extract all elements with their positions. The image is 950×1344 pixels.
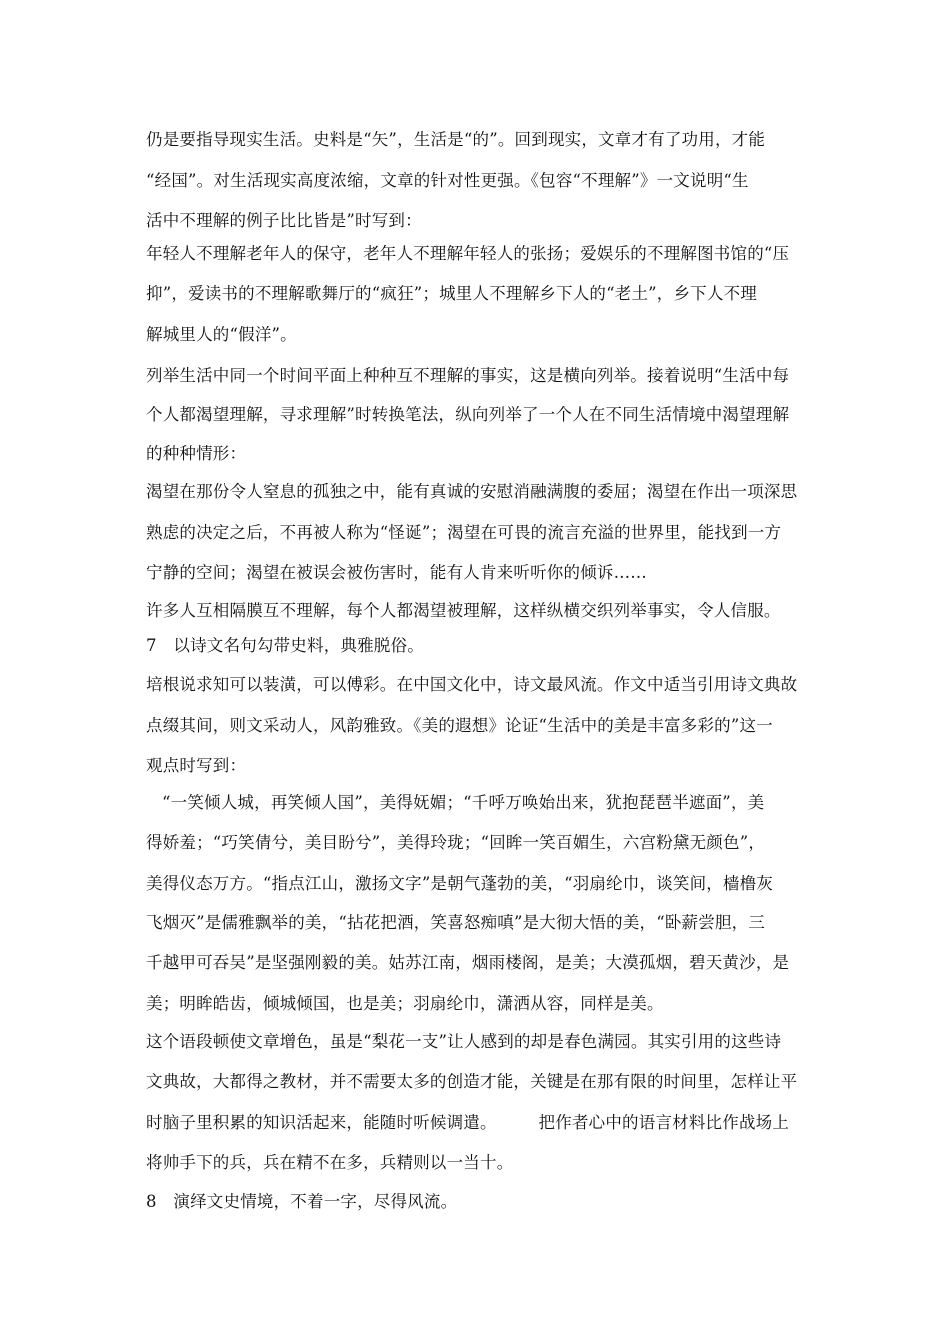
section-heading: 8 演绎文史情境，不着一字，尽得风流。 bbox=[146, 1192, 458, 1211]
quote-line: 得娇羞；“巧笑倩兮，美目盼兮”，美得玲珑；“回眸一笑百媚生，六宫粉黛无颜色”， bbox=[146, 833, 766, 852]
paragraph-line: 点缀其间，则文采动人，风韵雅致。《美的遐想》论证“生活中的美是丰富多彩的”这一 bbox=[146, 716, 773, 735]
paragraph-line: 许多人互相隔膜互不理解，每个人都渴望被理解，这样纵横交织列举事实，令人信服。 bbox=[146, 601, 781, 620]
paragraph-line: 观点时写到： bbox=[146, 756, 247, 775]
paragraph-line: 时脑子里积累的知识活起来，能随时听候调遣。 把作者心中的语言材料比作战场上 bbox=[146, 1113, 790, 1132]
quote-line: 千越甲可吞吴”是坚强刚毅的美。姑苏江南，烟雨楼阁，是美；大漠孤烟，碧天黄沙，是 bbox=[146, 953, 790, 972]
paragraph-line: 这个语段顿使文章增色，虽是“梨花一支”让人感到的却是春色满园。其实引用的这些诗 bbox=[146, 1032, 782, 1051]
paragraph-line: 宁静的空间；渴望在被误会被伤害时，能有人肯来听听你的倾诉…… bbox=[146, 563, 647, 582]
paragraph-line: 的种种情形： bbox=[146, 444, 247, 463]
quote-line: “一笑倾人城，再笑倾人国”，美得妩媚；“千呼万唤始出来，犹抱琵琶半遮面”，美 bbox=[162, 793, 765, 812]
paragraph-line: 仍是要指导现实生活。史料是“矢”，生活是“的”。回到现实，文章才有了功用，才能 bbox=[146, 130, 766, 149]
quote-line: 美得仪态万方。“指点江山，激扬文字”是朝气蓬勃的美，“羽扇纶巾，谈笑间，樯橹灰 bbox=[146, 874, 774, 893]
paragraph-line: 解城里人的“假洋”。 bbox=[146, 325, 297, 344]
paragraph-line: 活中不理解的例子比比皆是”时写到： bbox=[146, 211, 422, 230]
paragraph-line: 将帅手下的兵，兵在精不在多，兵精则以一当十。 bbox=[146, 1153, 514, 1172]
quote-line: 美；明眸皓齿，倾城倾国，也是美；羽扇纶巾，潇洒从容，同样是美。 bbox=[146, 994, 664, 1013]
paragraph-line: 培根说求知可以装潢，可以傅彩。在中国文化中，诗文最风流。作文中适当引用诗文典故 bbox=[146, 675, 798, 694]
paragraph-line: 个人都渴望理解，寻求理解”时转换笔法，纵向列举了一个人在不同生活情境中渴望理解 bbox=[146, 405, 790, 424]
paragraph-line: 抑”，爱读书的不理解歌舞厅的“疯狂”；城里人不理解乡下人的“老土”，乡下人不理 bbox=[146, 284, 757, 303]
paragraph-line: 列举生活中同一个时间平面上种种互不理解的事实，这是横向列举。接着说明“生活中每 bbox=[146, 366, 790, 385]
section-heading: 7 以诗文名句勾带史料，典雅脱俗。 bbox=[146, 636, 424, 655]
quote-line: 飞烟灭”是儒雅飘举的美，“拈花把酒，笑喜怒痴嗔”是大彻大悟的美，“卧薪尝胆，三 bbox=[146, 913, 766, 932]
paragraph-line: 渴望在那份令人窒息的孤独之中，能有真诚的安慰消融满腹的委屈；渴望在作出一项深思 bbox=[146, 482, 798, 501]
paragraph-line: 熟虑的决定之后，不再被人称为“怪诞”；渴望在可畏的流言充溢的世界里，能找到一方 bbox=[146, 523, 782, 542]
paragraph-line: 文典故，大都得之教材，并不需要太多的创造才能，关键是在那有限的时间里，怎样让平 bbox=[146, 1072, 798, 1091]
paragraph-line: 年轻人不理解老年人的保守，老年人不理解年轻人的张扬；爱娱乐的不理解图书馆的“压 bbox=[146, 244, 790, 263]
paragraph-line: “经国”。对生活现实高度浓缩，文章的针对性更强。《包容“不理解”》一文说明“生 bbox=[146, 171, 749, 190]
